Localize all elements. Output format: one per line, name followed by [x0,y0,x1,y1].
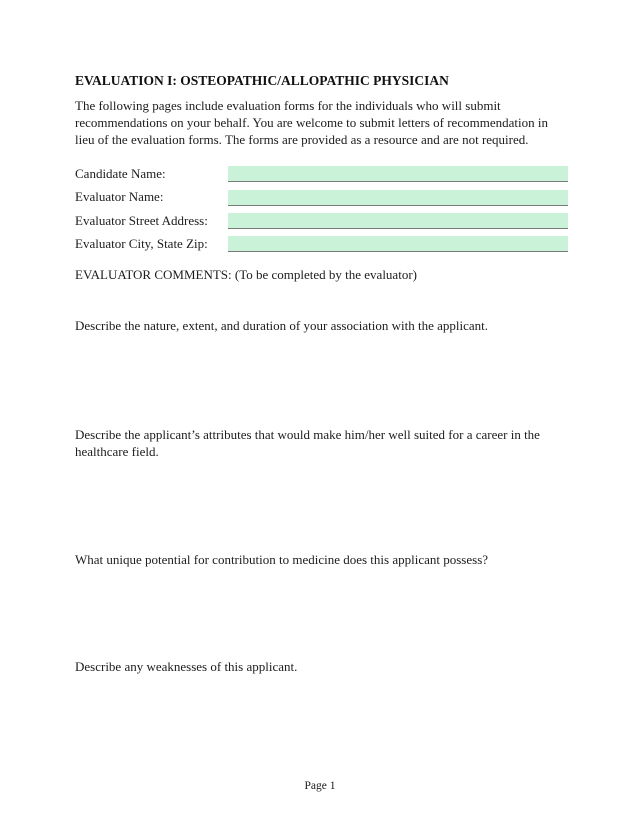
candidate-name-label: Candidate Name: [75,166,166,182]
question-weaknesses: Describe any weaknesses of this applicant. [75,658,298,674]
document-content [75,72,568,675]
question-association: Describe the nature, extent, and duration of your association with the applicant. [75,318,488,334]
answer-space-unique-potential [75,568,568,658]
document-title: EVALUATION I: OSTEOPATHIC/ALLOPATHIC PHYSICIAN [75,73,449,88]
evaluator-name-input[interactable] [228,190,568,206]
evaluator-street-address-label: Evaluator Street Address: [75,212,208,228]
field-row-candidate-name [75,165,568,182]
evaluator-city-state-zip-input[interactable] [228,236,568,252]
candidate-name-input[interactable] [228,166,568,182]
question-unique-potential: What unique potential for contribution to medicine does this applicant possess? [75,551,489,567]
field-row-evaluator-street-address [75,212,568,229]
evaluator-name-label: Evaluator Name: [75,189,164,205]
evaluator-street-address-input[interactable] [228,213,568,229]
field-row-evaluator-name [75,188,568,205]
form-fields [75,165,568,252]
page-number: Page 1 [304,780,336,792]
evaluator-comments-header: EVALUATOR COMMENTS: (To be completed by the evaluator) [75,266,417,282]
answer-space-attributes [75,461,568,551]
field-row-evaluator-city-state-zip [75,235,568,252]
answer-space-association [75,334,568,426]
evaluator-city-state-zip-label: Evaluator City, State Zip: [75,235,208,251]
question-attributes: Describe the applicant’s attributes that would make him/her well suited for a career in the healthcare field. [75,427,540,460]
intro-paragraph: The following pages include evaluation forms for the individuals who will submit recommendations on your behalf. You are welcome to submit letters of recommendation in lieu of the evaluation forms. The forms are provided as a resource and are not required. [75,97,548,148]
